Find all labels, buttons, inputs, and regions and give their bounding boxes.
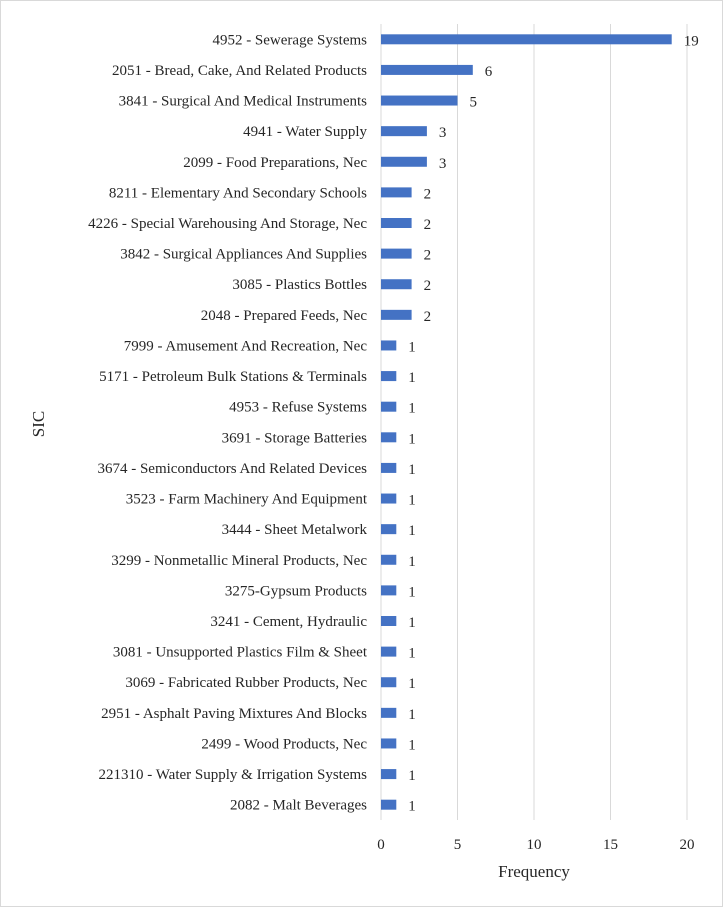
data-label-11: 1 — [408, 370, 416, 387]
category-label-8: 3085 - Plastics Bottles — [232, 277, 367, 294]
bar-14 — [381, 463, 396, 473]
data-label-18: 1 — [408, 584, 416, 601]
category-label-16: 3444 - Sheet Metalwork — [221, 522, 367, 539]
x-axis-ticks — [377, 837, 694, 853]
gridlines — [381, 24, 687, 820]
bar-9 — [381, 310, 412, 320]
data-label-25: 1 — [408, 798, 416, 815]
data-label-16: 1 — [408, 523, 416, 540]
data-label-22: 1 — [408, 706, 416, 723]
category-label-20: 3081 - Unsupported Plastics Film & Sheet — [112, 644, 367, 661]
data-label-9: 2 — [423, 308, 432, 325]
category-label-17: 3299 - Nonmetallic Mineral Products, Nec — [111, 552, 367, 569]
bar-0 — [381, 34, 672, 44]
data-label-21: 1 — [408, 676, 416, 693]
data-label-6: 2 — [423, 217, 432, 233]
bar-6 — [381, 218, 412, 228]
bar-2 — [381, 96, 458, 106]
category-label-7: 3842 - Surgical Appliances And Supplies — [120, 246, 367, 263]
category-label-21: 3069 - Fabricated Rubber Products, Nec — [125, 675, 367, 692]
bar-3 — [381, 126, 427, 136]
bar-11 — [381, 371, 396, 381]
x-tick-label-0: 0 — [377, 837, 385, 853]
data-label-24: 1 — [408, 768, 416, 785]
category-label-9: 2048 - Prepared Feeds, Nec — [200, 307, 367, 324]
category-label-22: 2951 - Asphalt Paving Mixtures And Blocks — [101, 705, 367, 722]
data-label-7: 2 — [423, 247, 432, 264]
bar-7 — [381, 249, 412, 259]
data-label-2: 5 — [469, 94, 477, 111]
category-label-0: 4952 - Sewerage Systems — [212, 32, 367, 49]
bar-15 — [381, 494, 396, 504]
category-label-1: 2051 - Bread, Cake, And Related Products — [112, 62, 367, 79]
data-label-17: 1 — [408, 553, 416, 570]
bar-1 — [381, 65, 473, 75]
bars — [381, 34, 672, 809]
bar-16 — [381, 524, 396, 534]
category-label-23: 2499 - Wood Products, Nec — [201, 736, 367, 753]
data-label-5: 2 — [423, 186, 432, 203]
data-label-14: 1 — [408, 461, 416, 478]
category-label-5: 8211 - Elementary And Secondary Schools — [108, 185, 367, 202]
category-label-2: 3841 - Surgical And Medical Instruments — [118, 93, 367, 110]
category-label-18: 3275-Gypsum Products — [224, 583, 367, 600]
x-tick-label-3: 15 — [603, 837, 618, 853]
data-label-12: 1 — [408, 400, 416, 417]
bar-18 — [381, 585, 396, 595]
bar-24 — [381, 769, 396, 779]
bar-12 — [381, 402, 396, 412]
data-label-13: 1 — [408, 431, 416, 448]
category-labels — [88, 32, 368, 813]
bar-13 — [381, 432, 396, 442]
bar-19 — [381, 616, 396, 626]
bar-10 — [381, 340, 396, 350]
data-label-15: 1 — [408, 492, 416, 509]
data-label-8: 2 — [423, 278, 432, 295]
x-tick-label-2: 10 — [526, 837, 542, 853]
bar-20 — [381, 647, 396, 657]
bar-4 — [381, 157, 427, 167]
bar-22 — [381, 708, 396, 718]
bar-8 — [381, 279, 412, 289]
category-label-14: 3674 - Semiconductors And Related Devices — [97, 460, 367, 477]
data-label-1: 6 — [484, 63, 493, 80]
bar-21 — [381, 677, 396, 687]
x-tick-label-4: 20 — [679, 837, 695, 853]
bar-25 — [381, 800, 396, 810]
category-label-12: 4953 - Refuse Systems — [229, 399, 367, 416]
bar-17 — [381, 555, 396, 565]
category-label-19: 3241 - Cement, Hydraulic — [210, 614, 367, 630]
data-label-10: 1 — [408, 339, 416, 356]
category-label-13: 3691 - Storage Batteries — [221, 430, 367, 447]
category-label-15: 3523 - Farm Machinery And Equipment — [125, 491, 367, 508]
category-label-11: 5171 - Petroleum Bulk Stations & Terminals — [99, 369, 367, 386]
data-label-23: 1 — [408, 737, 416, 754]
bar-23 — [381, 738, 396, 748]
x-axis-title: Frequency — [498, 862, 570, 881]
bar-5 — [381, 187, 412, 197]
category-label-24: 221310 - Water Supply & Irrigation Systems — [98, 767, 367, 784]
data-label-4: 3 — [438, 155, 447, 172]
x-tick-label-1: 5 — [453, 837, 462, 853]
data-labels — [408, 33, 698, 814]
data-label-0: 19 — [683, 33, 699, 50]
y-axis-title: SIC — [29, 410, 48, 438]
data-label-3: 3 — [438, 125, 447, 142]
category-label-6: 4226 - Special Warehousing And Storage, Nec — [88, 216, 367, 232]
data-label-20: 1 — [408, 645, 416, 662]
category-label-4: 2099 - Food Preparations, Nec — [183, 154, 367, 171]
data-label-19: 1 — [408, 615, 416, 631]
category-label-10: 7999 - Amusement And Recreation, Nec — [123, 338, 367, 355]
category-label-25: 2082 - Malt Beverages — [229, 797, 367, 814]
category-label-3: 4941 - Water Supply — [243, 124, 367, 141]
